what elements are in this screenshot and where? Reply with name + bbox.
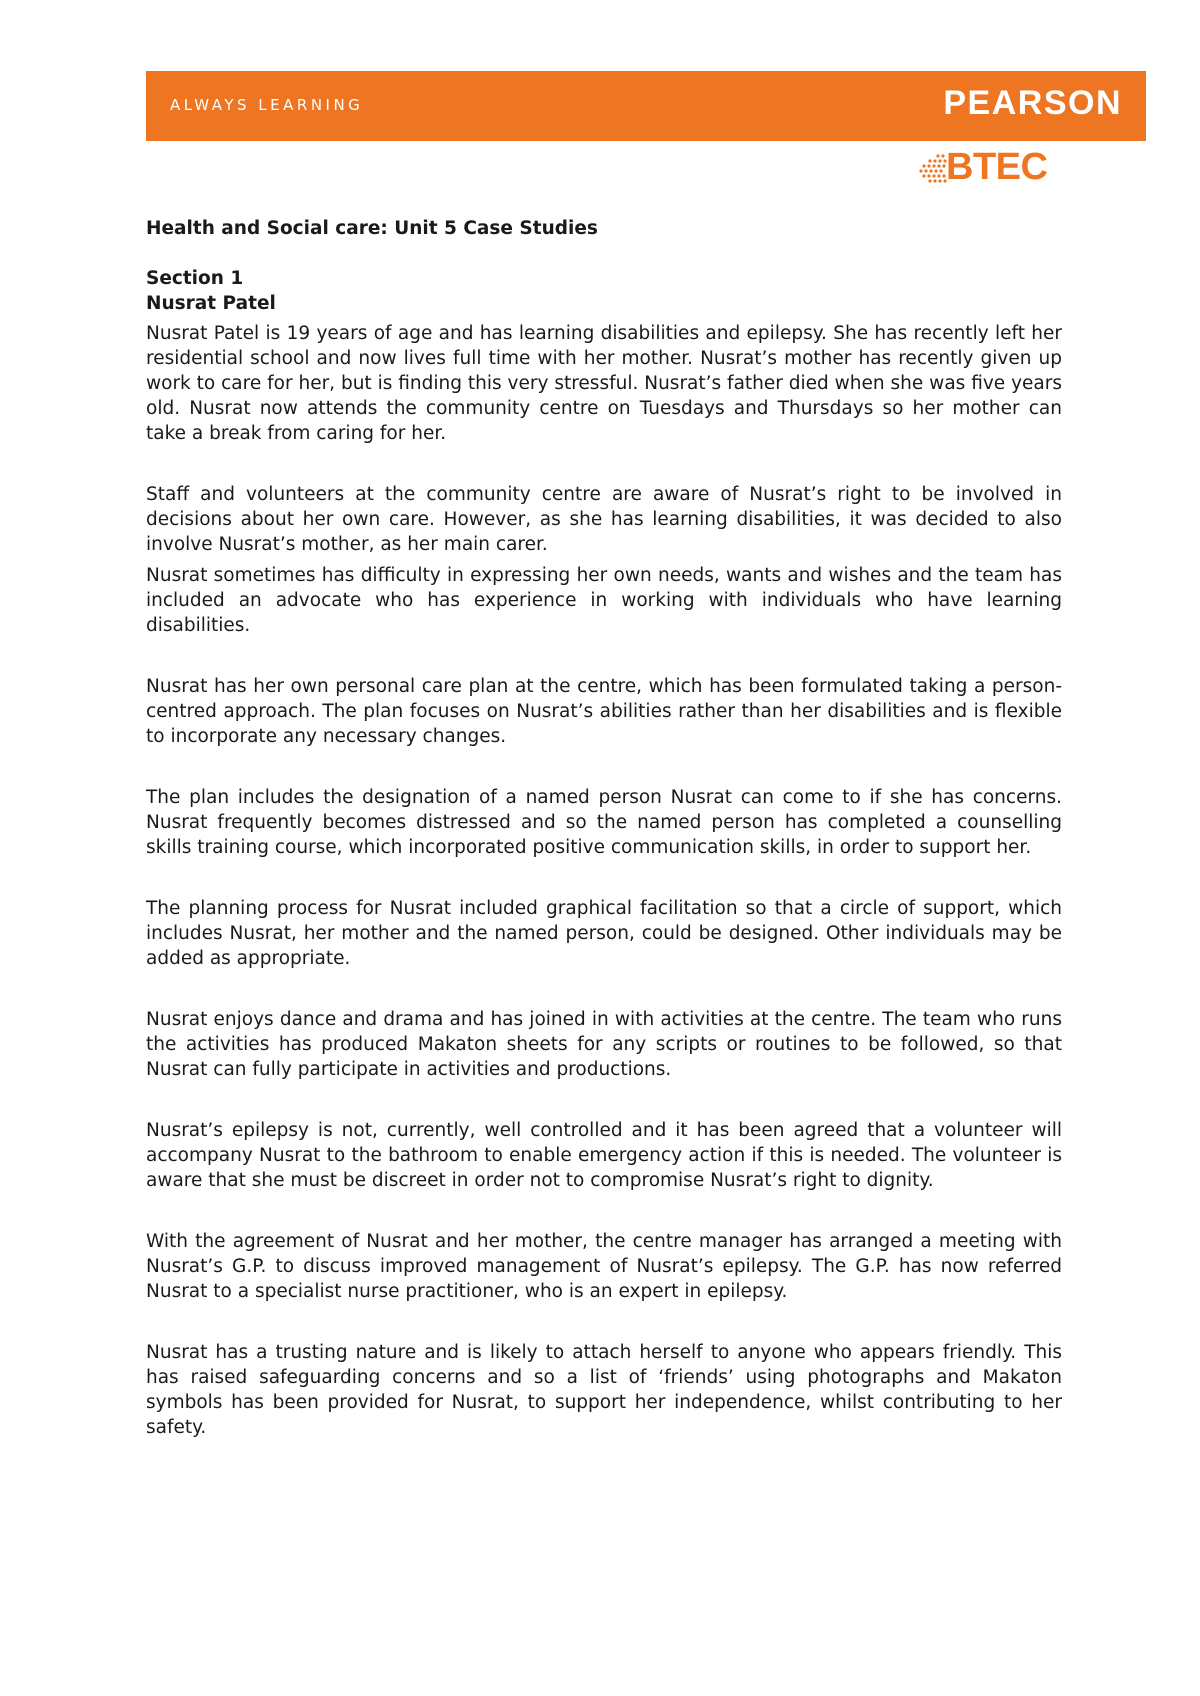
btec-logo [918,148,1068,190]
pearson-logo: PEARSON [943,84,1122,122]
paragraph: With the agreement of Nusrat and her mother, the centre manager has arranged a meeting with Nusrat’s G.P. to discuss improved management of Nusrat’s epilepsy. The G.P. has now referred Nusrat to a specialist nurse practitioner, who is an expert in epilepsy. [146,1231,1062,1302]
paragraph: Nusrat enjoys dance and drama and has joined in with activities at the centre. The team who runs the activities has produced Makaton sheets for any scripts or routines to be followed, so that Nusrat can fully participate in activities and productions. [146,1009,1062,1080]
case-study-name: Nusrat Patel [146,293,276,314]
paragraph: Nusrat’s epilepsy is not, currently, well controlled and it has been agreed that a volunteer will accompany Nusrat to the bathroom to enable emergency action if this is needed. The volunteer is aware that she must be discreet in order not to compromise Nusrat’s right to dignity. [146,1120,1062,1191]
paragraph: Nusrat has a trusting nature and is likely to attach herself to anyone who appears friendly. This has raised safeguarding concerns and so a list of ‘friends’ using photographs and Makaton symbols has been provided for Nusrat, to support her independence, whilst contributing to her safety. [146,1342,1062,1438]
document-body [146,216,1062,1476]
header-banner [146,71,1146,141]
section-heading: Section 1 [146,268,244,289]
paragraph: The plan includes the designation of a named person Nusrat can come to if she has concerns. Nusrat frequently becomes distressed and so the named person has completed a counselling skills training course, which incorporated positive communication skills, in order to support her. [146,787,1062,858]
btec-wordmark: BTEC [946,146,1048,188]
paragraph: The planning process for Nusrat included graphical facilitation so that a circle of support, which includes Nusrat, her mother and the named person, could be designed. Other individuals may be added as appropriate. [146,898,1062,969]
paragraph: Nusrat sometimes has difficulty in expressing her own needs, wants and wishes and the team has included an advocate who has experience in working with individuals who have learning disabilities. [146,565,1062,636]
paragraph: Staff and volunteers at the community centre are aware of Nusrat’s right to be involved in decisions about her own care. However, as she has learning disabilities, it was decided to also involve Nusrat’s mother, as her main carer. [146,484,1062,555]
paragraph: Nusrat has her own personal care plan at the centre, which has been formulated taking a person-centred approach. The plan focuses on Nusrat’s abilities rather than her disabilities and is flexible to incorporate any necessary changes. [146,676,1062,747]
paragraph: Nusrat Patel is 19 years of age and has learning disabilities and epilepsy. She has recently left her residential school and now lives full time with her mother. Nusrat’s mother has recently given up work to care for her, but is finding this very stressful. Nusrat’s father died when she was five years old. Nusrat now attends the community centre on Tuesdays and Thursdays so her mother can take a break from caring for her. [146,323,1062,444]
btec-dots-icon [918,152,948,186]
document-title: Health and Social care: Unit 5 Case Studies [146,218,598,239]
tagline: ALWAYS LEARNING [170,96,364,114]
